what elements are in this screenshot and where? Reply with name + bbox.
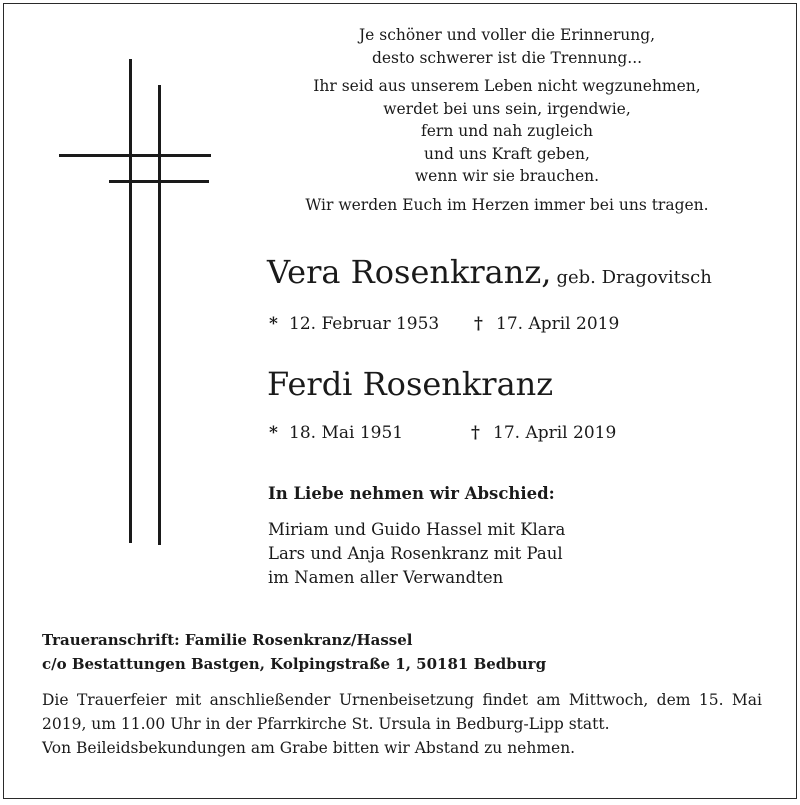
cross-lower-bar <box>109 180 209 183</box>
ceremony-text: Die Trauerfeier mit anschließender Urnenbeisetzung findet am Mittwoch, dem 15. Mai 2019, um 11.00 Uhr in der Pfarrkirche St. Ursula in Bedburg-Lipp statt. <box>42 691 762 733</box>
deceased-1-born-name: geb. Dragovitsch <box>556 267 712 288</box>
deceased-1-death <box>474 312 619 336</box>
deceased-2-death <box>471 421 616 445</box>
ceremony-info <box>42 688 762 760</box>
death-symbol: † <box>474 314 483 334</box>
poem-stanza-1 <box>280 24 734 69</box>
cross-icon <box>4 4 234 564</box>
deceased-1-dates <box>269 312 620 336</box>
poem-line: desto schwerer ist die Trennung... <box>371 48 643 67</box>
deceased-2-birth-date: 18. Mai 1951 <box>289 423 404 443</box>
poem-line: Wir werden Euch im Herzen immer bei uns tragen. <box>305 195 709 214</box>
cross-long-vertical <box>129 59 132 543</box>
cross-upper-bar <box>59 154 211 157</box>
deceased-1-death-date: 17. April 2019 <box>496 314 620 334</box>
poem-line: wenn wir sie brauchen. <box>414 167 600 185</box>
poem-stanza-2 <box>280 75 734 188</box>
mourner-line: im Namen aller Verwandten <box>268 568 504 587</box>
poem-line: und uns Kraft geben, <box>424 144 590 163</box>
deceased-1-name: Vera Rosenkranz, <box>267 253 552 291</box>
mourner-line: Lars und Anja Rosenkranz mit Paul <box>268 544 563 563</box>
address-line: Traueranschrift: Familie Rosenkranz/Hassel <box>42 631 413 649</box>
birth-symbol: * <box>269 423 278 443</box>
death-symbol: † <box>471 423 480 443</box>
deceased-2-dates <box>269 421 617 445</box>
birth-symbol: * <box>269 314 278 334</box>
mourning-address <box>42 628 546 676</box>
poem-line: Ihr seid aus unserem Leben nicht wegzunehmen, <box>313 77 701 95</box>
deceased-1-birth-date: 12. Februar 1953 <box>289 314 440 334</box>
mourners-list <box>268 518 565 590</box>
mourner-line: Miriam und Guido Hassel mit Klara <box>268 520 566 539</box>
poem-line: werdet bei uns sein, irgendwie, <box>383 99 631 118</box>
deceased-2-name: Ferdi Rosenkranz <box>267 365 554 403</box>
address-line: c/o Bestattungen Bastgen, Kolpingstraße 1, 50181 Bedburg <box>42 655 547 673</box>
farewell-heading: In Liebe nehmen wir Abschied: <box>268 484 555 503</box>
poem-closing <box>280 194 734 217</box>
deceased-2-name-line <box>267 364 553 404</box>
poem-line: Je schöner und voller die Erinnerung, <box>358 26 656 44</box>
deceased-1-name-line <box>267 252 712 292</box>
poem <box>280 24 734 222</box>
obituary-notice <box>3 3 797 799</box>
deceased-2-death-date: 17. April 2019 <box>493 423 617 443</box>
poem-line: fern und nah zugleich <box>421 122 593 140</box>
condolence-note: Von Beileidsbekundungen am Grabe bitten wir Abstand zu nehmen. <box>42 739 576 757</box>
